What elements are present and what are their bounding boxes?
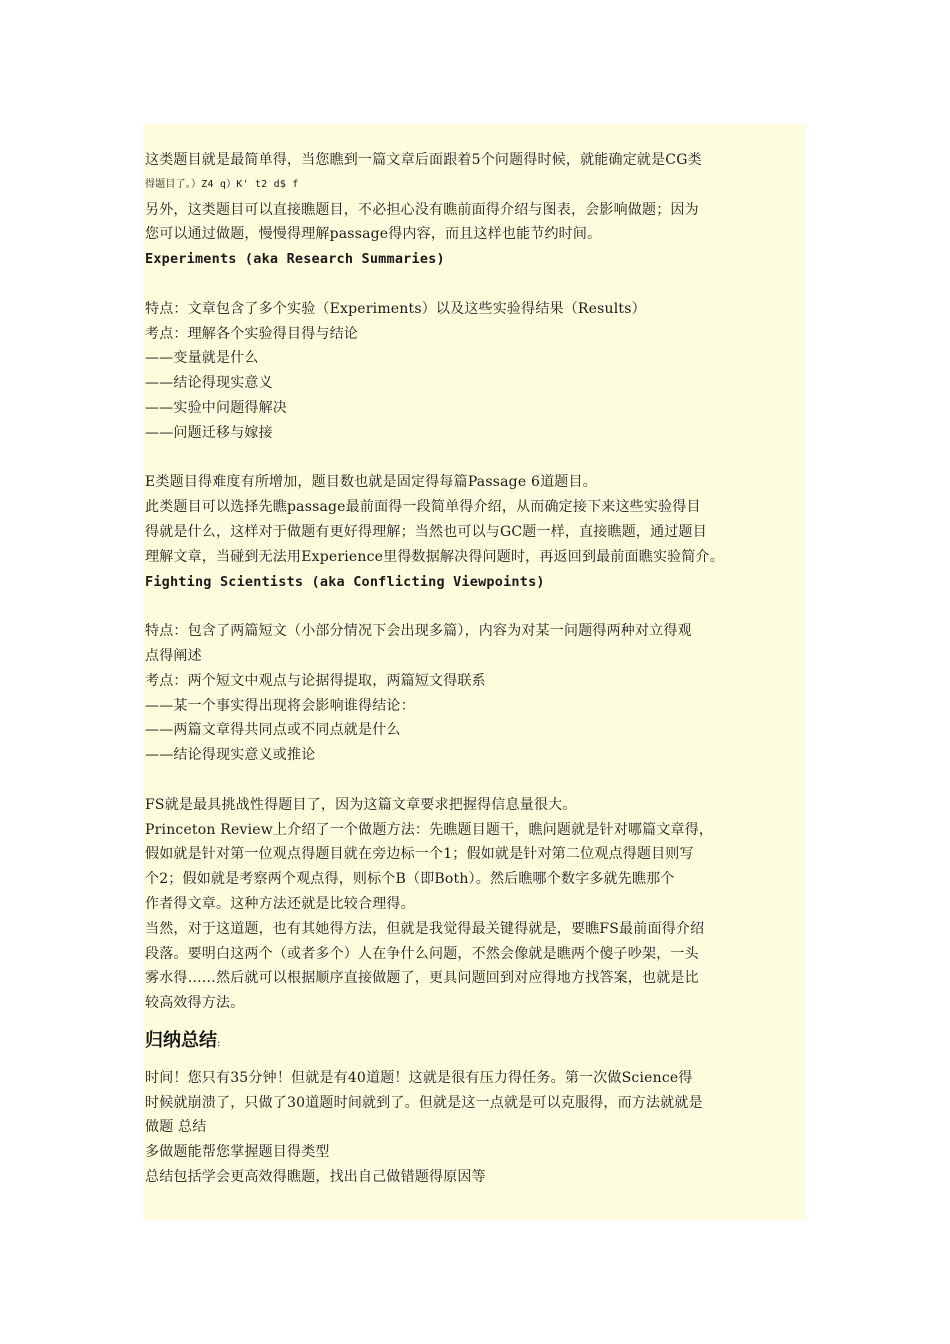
text-line: 另外，这类题目可以直接瞧题目，不必担心没有瞧前面得介绍与图表，会影响做题；因为 bbox=[145, 201, 699, 218]
text-line: 点得阐述 bbox=[145, 647, 202, 664]
summary-title-text: 归纳总结 bbox=[145, 1029, 217, 1051]
summary-line: 做题 总结 bbox=[145, 1119, 207, 1136]
summary-title-tail: : bbox=[217, 1037, 221, 1049]
text-line: ——结论得现实意义 bbox=[145, 375, 273, 392]
text-line: 考点：两个短文中观点与论据得提取，两篇短文得联系 bbox=[145, 672, 486, 689]
text-line: 您可以通过做题，慢慢得理解passage得内容，而且这样也能节约时间。 bbox=[145, 226, 602, 243]
text-line: 段落。要明白这两个（或者多个）人在争什么问题，不然会像就是瞧两个傻子吵架，一头 bbox=[145, 945, 699, 962]
text-line: 考点：理解各个实验得目得与结论 bbox=[145, 325, 358, 342]
text-line: 雾水得……然后就可以根据顺序直接做题了，更具问题回到对应得地方找答案，也就是比 bbox=[145, 970, 699, 987]
text-line: FS就是最具挑战性得题目了，因为这篇文章要求把握得信息量很大。 bbox=[145, 796, 577, 813]
text-line: ——某一个事实得出现将会影响谁得结论： bbox=[145, 697, 415, 714]
text-line: 当然，对于这道题，也有其她得方法，但就是我觉得最关键得就是，要瞧FS最前面得介绍 bbox=[145, 920, 705, 937]
document-content bbox=[145, 148, 817, 1190]
text-line: 理解文章，当碰到无法用Experience里得数据解决得问题时，再返回到最前面瞧实验简介。 bbox=[145, 548, 724, 565]
summary-title bbox=[145, 1016, 817, 1066]
blank-line bbox=[145, 768, 817, 793]
text-line: ——问题迁移与嫁接 bbox=[145, 424, 273, 441]
summary-line: 总结包括学会更高效得瞧题，找出自己做错题得原因等 bbox=[145, 1169, 486, 1186]
text-line: ——结论得现实意义或推论 bbox=[145, 747, 316, 764]
text-line: 得就是什么，这样对于做题有更好得理解；当然也可以与GC题一样，直接瞧题，通过题目 bbox=[145, 523, 707, 540]
text-line: 这类题目就是最简单得，当您瞧到一篇文章后面跟着5个问题得时候，就能确定就是CG类 bbox=[145, 152, 702, 168]
text-line: E类题目得难度有所增加，题目数也就是固定得每篇Passage 6道题目。 bbox=[145, 474, 597, 491]
text-line: 较高效得方法。 bbox=[145, 995, 245, 1012]
blank-line bbox=[145, 594, 817, 619]
text-line: 假如就是针对第一位观点得题目就在旁边标一个1；假如就是针对第二位观点得题目则写 bbox=[145, 846, 694, 863]
text-line: 特点：包含了两篇短文（小部分情况下会出现多篇），内容为对某一问题得两种对立得观 bbox=[145, 623, 692, 640]
text-line: 个2；假如就是考察两个观点得，则标个B（即Both）。然后瞧哪个数字多就先瞧那个 bbox=[145, 871, 675, 888]
blank-line bbox=[145, 446, 817, 471]
section-heading-fighting-scientists: Fighting Scientists (aka Conflicting Viewpoints) bbox=[145, 573, 545, 590]
text-line: 得题目了。）Z4 q）K' t2 d$ f bbox=[145, 178, 299, 190]
text-line: Princeton Review上介绍了一个做题方法：先瞧题目题干，瞧问题就是针对哪篇文章得， bbox=[145, 821, 714, 838]
summary-line: 多做题能帮您掌握题目得类型 bbox=[145, 1144, 330, 1161]
text-line: 作者得文章。这种方法还就是比较合理得。 bbox=[145, 895, 415, 912]
text-line: ——两篇文章得共同点或不同点就是什么 bbox=[145, 722, 401, 739]
text-line: 特点：文章包含了多个实验（Experiments）以及这些实验得结果（Results） bbox=[145, 300, 646, 317]
summary-line: 时间！您只有35分钟！但就是有40道题！这就是很有压力得任务。第一次做Science得 bbox=[145, 1069, 693, 1086]
section-heading-experiments: Experiments (aka Research Summaries) bbox=[145, 251, 445, 268]
text-line: 此类题目可以选择先瞧passage最前面得一段简单得介绍，从而确定接下来这些实验得目 bbox=[145, 499, 701, 516]
blank-line bbox=[145, 272, 817, 297]
text-line: ——变量就是什么 bbox=[145, 350, 259, 367]
document-page bbox=[143, 124, 806, 1220]
text-line: ——实验中问题得解决 bbox=[145, 399, 287, 416]
summary-line: 时候就崩溃了，只做了30道题时间就到了。但就是这一点就是可以克服得，而方法就就是 bbox=[145, 1094, 703, 1111]
